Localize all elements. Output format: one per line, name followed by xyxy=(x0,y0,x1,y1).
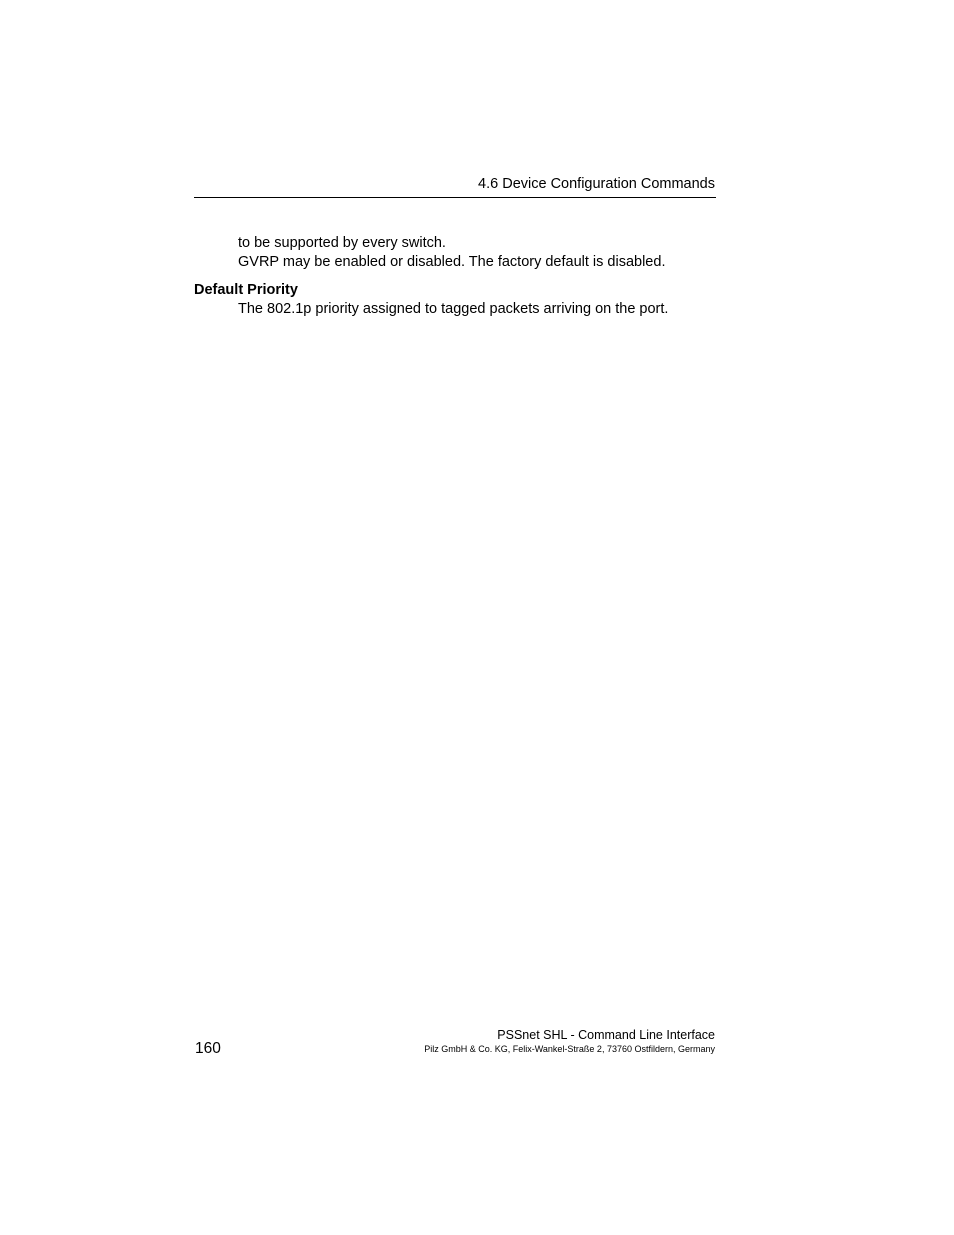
section-heading-default-priority: Default Priority xyxy=(194,282,298,298)
footer-doc-title: PSSnet SHL - Command Line Interface xyxy=(497,1028,715,1042)
page-number: 160 xyxy=(195,1040,221,1057)
header-rule xyxy=(194,197,716,198)
running-header-title: 4.6 Device Configuration Commands xyxy=(478,176,715,192)
body-line-gvrp-default: GVRP may be enabled or disabled. The factory default is disabled. xyxy=(238,254,666,270)
footer-address: Pilz GmbH & Co. KG, Felix-Wankel-Straße 2, 73760 Ostfildern, Germany xyxy=(424,1044,715,1054)
body-line-continuation: to be supported by every switch. xyxy=(238,235,446,251)
section-text-default-priority: The 802.1p priority assigned to tagged packets arriving on the port. xyxy=(238,301,669,317)
